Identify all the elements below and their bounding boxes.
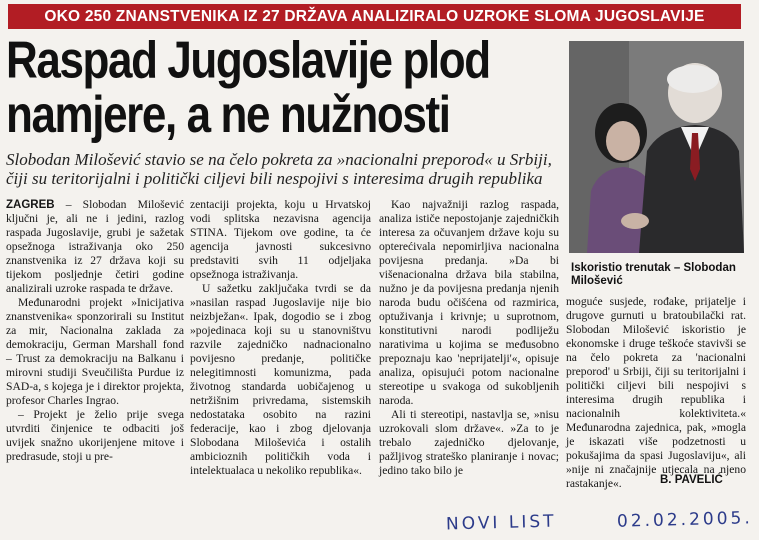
headline-line-2: namjere, a ne nužnosti — [6, 85, 450, 144]
byline: B. PAVELIĆ — [660, 474, 723, 486]
headline-line-1: Raspad Jugoslavije plod — [6, 31, 490, 90]
subheadline: Slobodan Milošević stavio se na čelo pokreta za »nacionalni preporod« u Srbiji, čiji su teritorijalni i politički ciljevi bili nespojivi s interesima drugih republika — [6, 150, 552, 188]
dateline: ZAGREB — [6, 199, 55, 211]
photo-illustration — [569, 41, 744, 253]
article-column-4 — [566, 295, 746, 491]
article-column-3 — [379, 198, 559, 478]
column-1-paragraph-2: Međunarodni projekt »Inicijativa znanstvenika« sponzorirali su Institut za mir, Nacionalna zaklada za demokraciju, German Marshall fond – Trust za demokraciju na Balkanu i mirovni studiji Sveučilišta Purdue iz SAD-a, s kojega je i direktor projekta, profesor Charles Ingrao. — [6, 296, 184, 407]
article-column-2 — [190, 198, 371, 478]
column-4-paragraph-1: moguće susjede, rođake, prijatelje i drugove gurnuti u bratoubilački rat. Slobodan Milošević iskoristio je ekonomske i druge teškoće stavivši se na čelo pokreta za 'nacionalni preporod' u Srbiji, čiji su teritorijalni i politički ciljevi bili nespojivi s interesima drugih republika i nacionalnih kolektiviteta.« Međunarodna zajednica, pak, »mogla je iskazati više podzetnosti u pokušajima da spasi Jugoslaviju«, ali »nije ni značajnije utjecala na njeno rastakanje«. — [566, 295, 746, 490]
column-3-paragraph-1: Kao najvažniji razlog raspada, analiza ističe nepostojanje zajedničkih interesa za očuvanjem države koju su opterećivala nepomirljiva nacionalna povijesna predanja. »Da bi višenacionalna država bila stabilna, nužno je da povijesna predanja njenih naroda budu očišćena od razmirica, optuživanja i krivnje; u suprotnom, konstitutivni narodi podliježu narativima u kojima se međusobno prepoznaju kao 'neprijatelji'«, opisuje analiza, opisujući potom nacionalne stereotipe u svakoga od sukobljenih naroda. — [379, 198, 559, 407]
column-2-paragraph-2: U sažetku zaključaka tvrdi se da »nasilan raspad Jugoslavije nije bio neizbježan«. Ipak, dogodio se i zbog »pojedinaca koji su u stanovništvu razvile zajedničko nadnacionalno povijesno predanje, političke nelegitimnosti komunizma, pada životnog standarda uobičajenog u netržišnim privredama, sistemskih nedostataka osobito na razini federacije, kao i zbog djelovanja Slobodana Miloševića i ostalih ambicioznih političkih voda i intelektualaca u nekoliko republika«. — [190, 282, 371, 477]
article-column-1 — [6, 198, 184, 464]
handwritten-source-note: NOVI LIST — [445, 511, 557, 535]
column-1-paragraph-1 — [6, 198, 184, 296]
column-3-paragraph-2: Ali ti stereotipi, nastavlja se, »nisu uzrokovali slom države«. »Za to je trebalo zajedničko djelovanje, pažljivog strateško planiranje i novac; jedino tako bilo je — [379, 408, 559, 477]
column-2-paragraph-1: zentaciji projekta, koju u Hrvatskoj vodi splitska nezavisna agencija STINA. Tijekom ove godine, ta će agencija javnosti sukcesivno predstaviti svih 11 odjeljaka opsežnoga istraživanja. — [190, 198, 371, 281]
handwritten-date-note: 02.02.2005. — [616, 508, 753, 532]
headline — [6, 31, 562, 144]
photo-caption: Iskoristio trenutak – Slobodan Milošević — [571, 262, 736, 287]
column-1-paragraph-3: – Projekt je želio prije svega utvrditi činjenice te odbaciti još uvijek snažno ukorijenjene mitove i predrasude, stoji u pre- — [6, 408, 184, 463]
portrait-photo — [569, 41, 744, 253]
column-1-paragraph-1-text: – Slobodan Milošević ključni je, ali ne i jedini, razlog raspada Jugoslavije, grubi je sažetak opsežnoga istraživanja oko 250 znanstvenika iz 27 država koji su tijekom posljednje četiri godine analizirali uzroke raspada te države. — [6, 198, 184, 295]
kicker-banner: OKO 250 ZNANSTVENIKA IZ 27 DRŽAVA ANALIZIRALO UZROKE SLOMA JUGOSLAVIJE — [8, 4, 741, 29]
